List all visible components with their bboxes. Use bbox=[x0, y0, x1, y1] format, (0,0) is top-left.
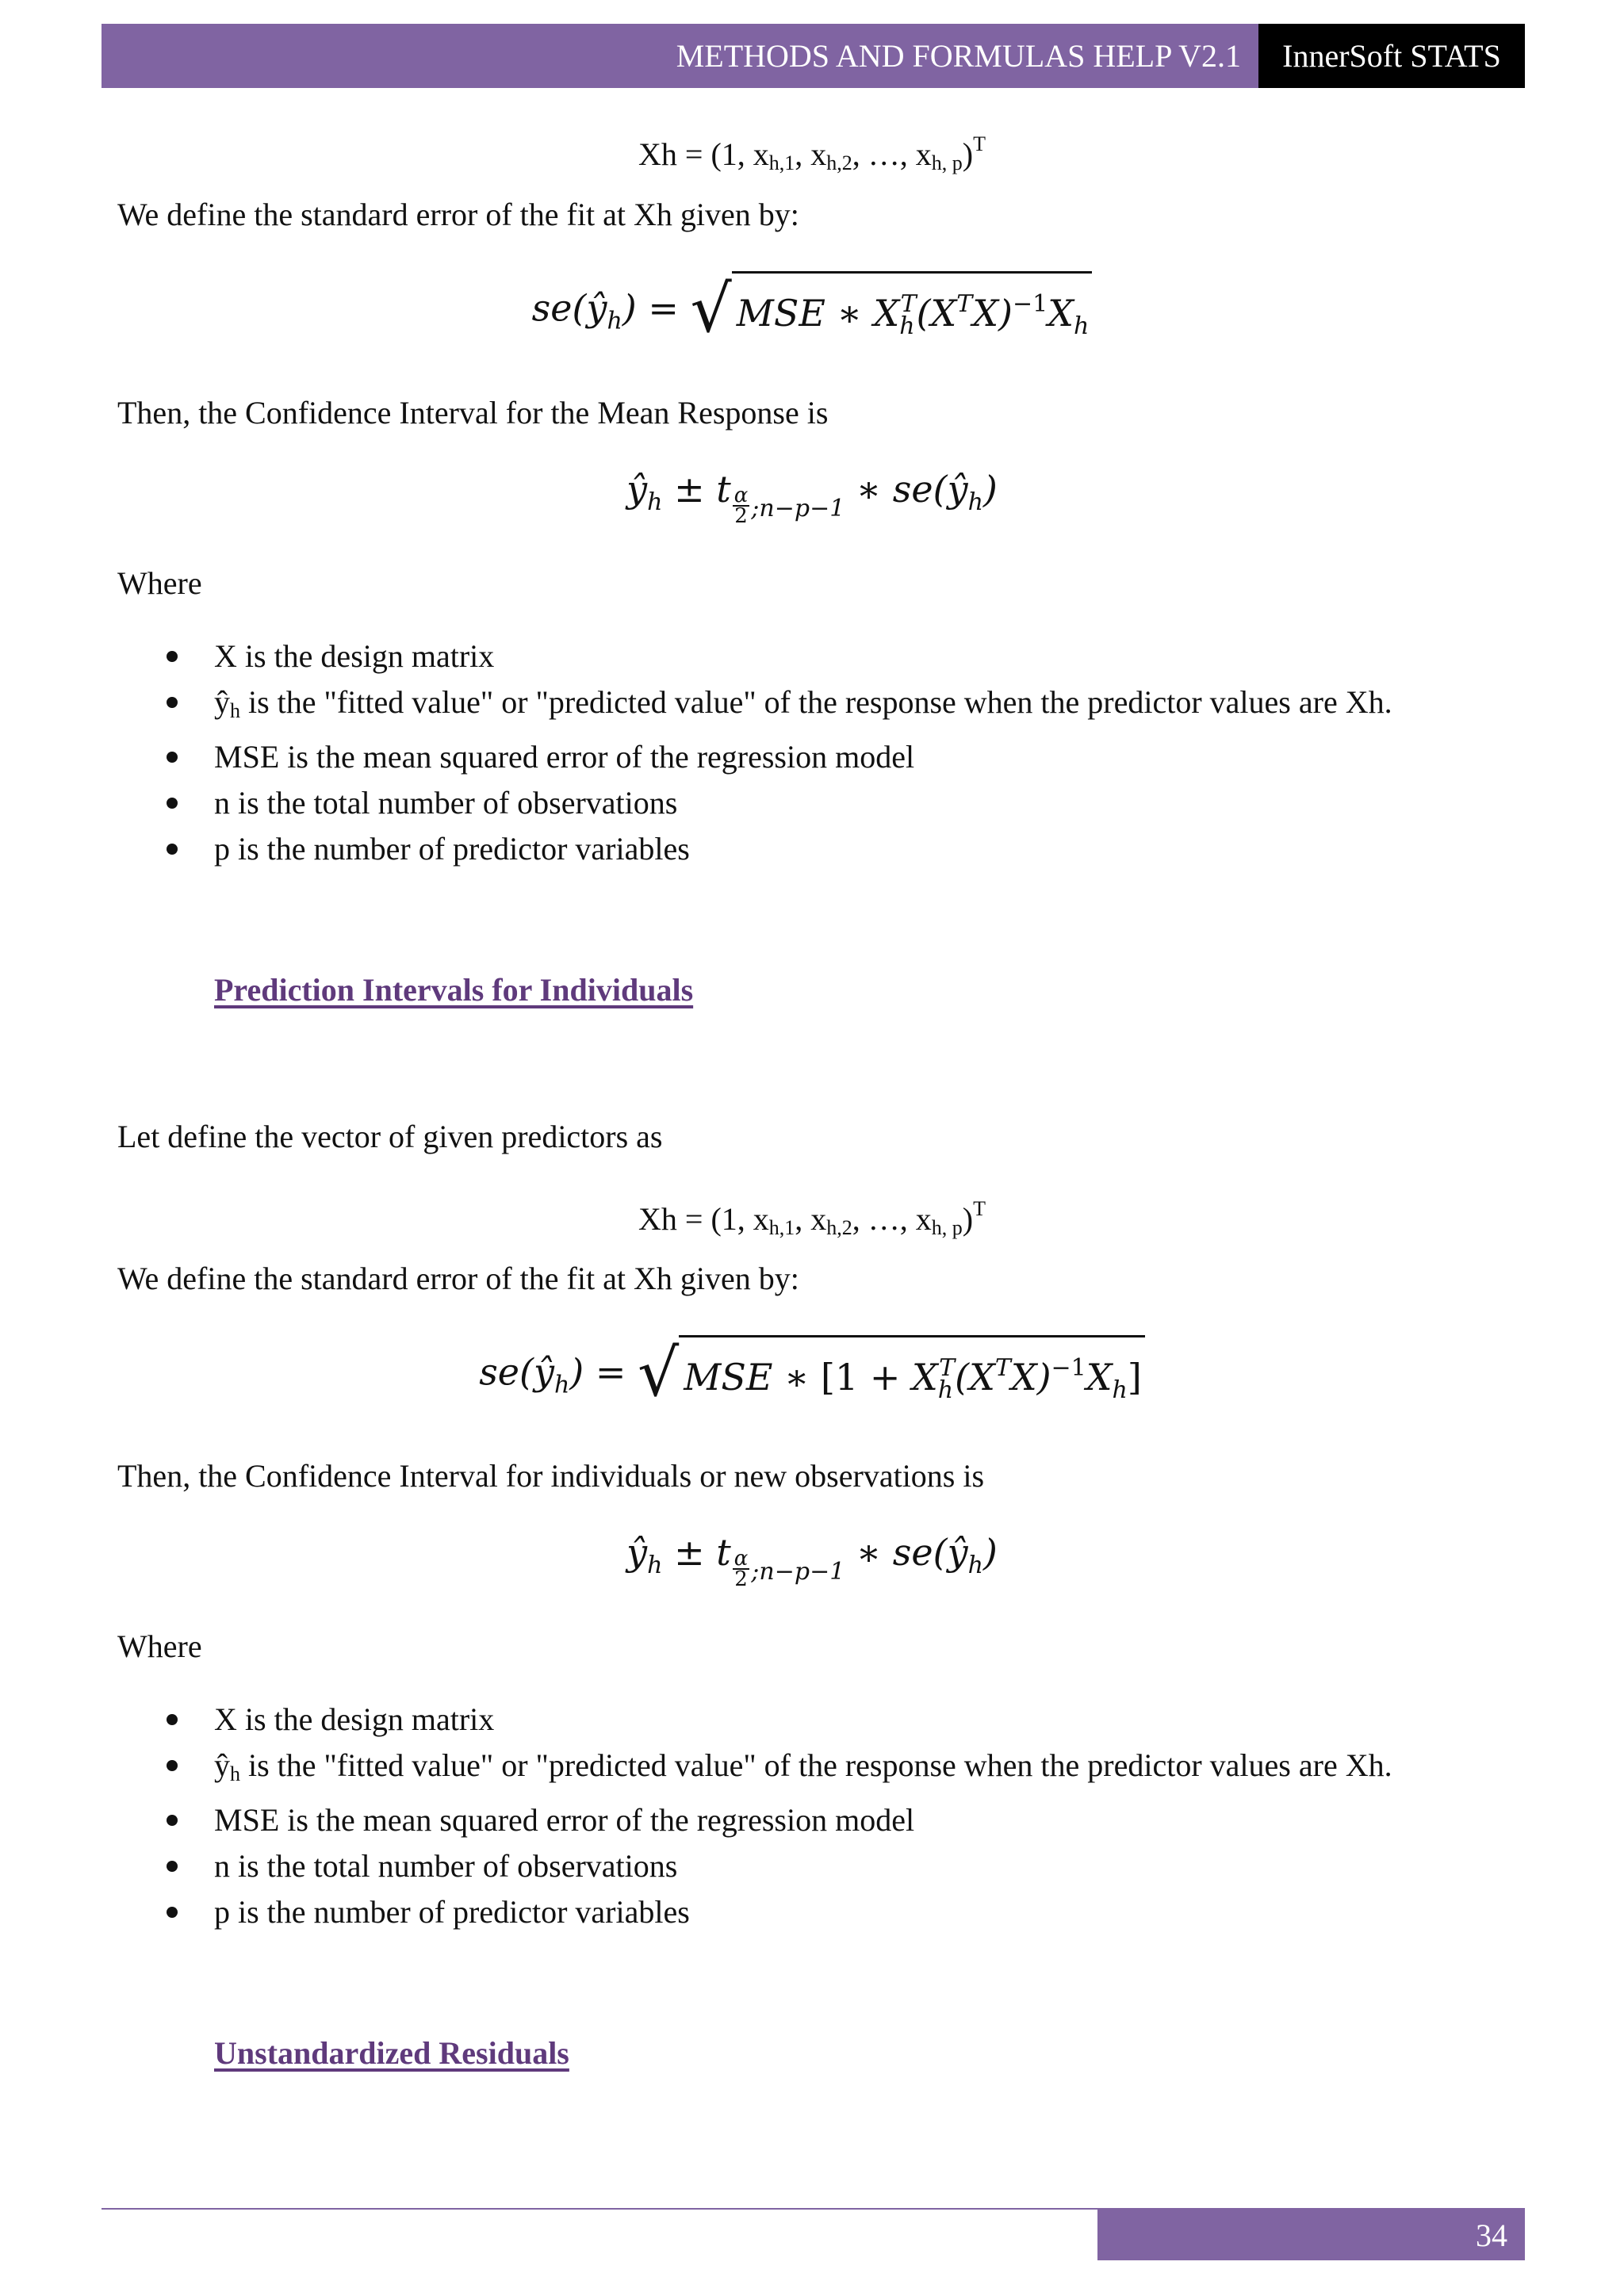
se-formula-individuals: $se(ŷ_h)$ = √ MSE ∗ $[1 + X_h^T(X^TX)^{-1}X_h]$ bbox=[0, 1335, 1624, 1415]
se-intro-text-1: We define the standard error of the fit at Xh given by: bbox=[117, 197, 799, 232]
list-item: $ŷ_h$ is the "fitted value" or "predicted value" of the response when the predictor values are Xh. bbox=[159, 679, 1392, 734]
ci-intro-text-1: Then, the Confidence Interval for the Mean Response is bbox=[117, 395, 829, 430]
list-item: n is the total number of observations bbox=[159, 780, 1392, 826]
app-name-banner bbox=[1258, 24, 1525, 88]
section-heading-unstandardized-residuals: Unstandardized Residuals bbox=[214, 2035, 569, 2071]
vector-intro-text-2: Let define the vector of given predictors as bbox=[117, 1119, 663, 1154]
list-item: X is the design matrix bbox=[159, 633, 1392, 679]
definitions-list-1 bbox=[159, 633, 1392, 872]
ci-formula-mean-response: $ŷ_h \pm t$ $\frac{\alpha}{2}$ $_{;n-p-1}$ ∗ $se(ŷ_h)$ bbox=[626, 468, 998, 528]
predictor-vector-definition-1: Xh = (1, $x_{h,1}$, $x_{h,2}$, …, $x_{h, p})^T$ bbox=[638, 132, 986, 174]
se-formula-mean-response: $se(ŷ_h)$ = √ MSE ∗ $X_h^T(X^TX)^{-1}X_h$ bbox=[0, 271, 1624, 351]
list-item: p is the number of predictor variables bbox=[159, 826, 1392, 872]
page-number-box bbox=[1097, 2210, 1525, 2260]
ci-intro-text-2: Then, the Confidence Interval for individuals or new observations is bbox=[117, 1458, 985, 1494]
document-title: METHODS AND FORMULAS HELP V2.1 bbox=[676, 38, 1241, 74]
app-name: InnerSoft STATS bbox=[1282, 38, 1501, 74]
list-item: n is the total number of observations bbox=[159, 1843, 1392, 1889]
ci-formula-individuals: $ŷ_h \pm t$ $\frac{\alpha}{2}$ $_{;n-p-1}$ ∗ $se(ŷ_h)$ bbox=[626, 1531, 998, 1591]
document-title-banner bbox=[102, 24, 1258, 88]
list-item: X is the design matrix bbox=[159, 1697, 1392, 1743]
list-item: MSE is the mean squared error of the regression model bbox=[159, 1797, 1392, 1843]
list-item: p is the number of predictor variables bbox=[159, 1889, 1392, 1935]
predictor-vector-definition-2: Xh = (1, $x_{h,1}$, $x_{h,2}$, …, $x_{h, p})^T$ bbox=[638, 1197, 986, 1239]
where-label-2: Where bbox=[117, 1628, 202, 1664]
definitions-list-2 bbox=[159, 1697, 1392, 1935]
se-intro-text-2: We define the standard error of the fit at Xh given by: bbox=[117, 1261, 799, 1296]
section-heading-prediction-intervals: Prediction Intervals for Individuals bbox=[214, 972, 694, 1008]
list-item: MSE is the mean squared error of the regression model bbox=[159, 734, 1392, 780]
list-item: $ŷ_h$ is the "fitted value" or "predicted value" of the response when the predictor values are Xh. bbox=[159, 1743, 1392, 1797]
where-label-1: Where bbox=[117, 565, 202, 601]
page-number: 34 bbox=[1476, 2217, 1507, 2253]
